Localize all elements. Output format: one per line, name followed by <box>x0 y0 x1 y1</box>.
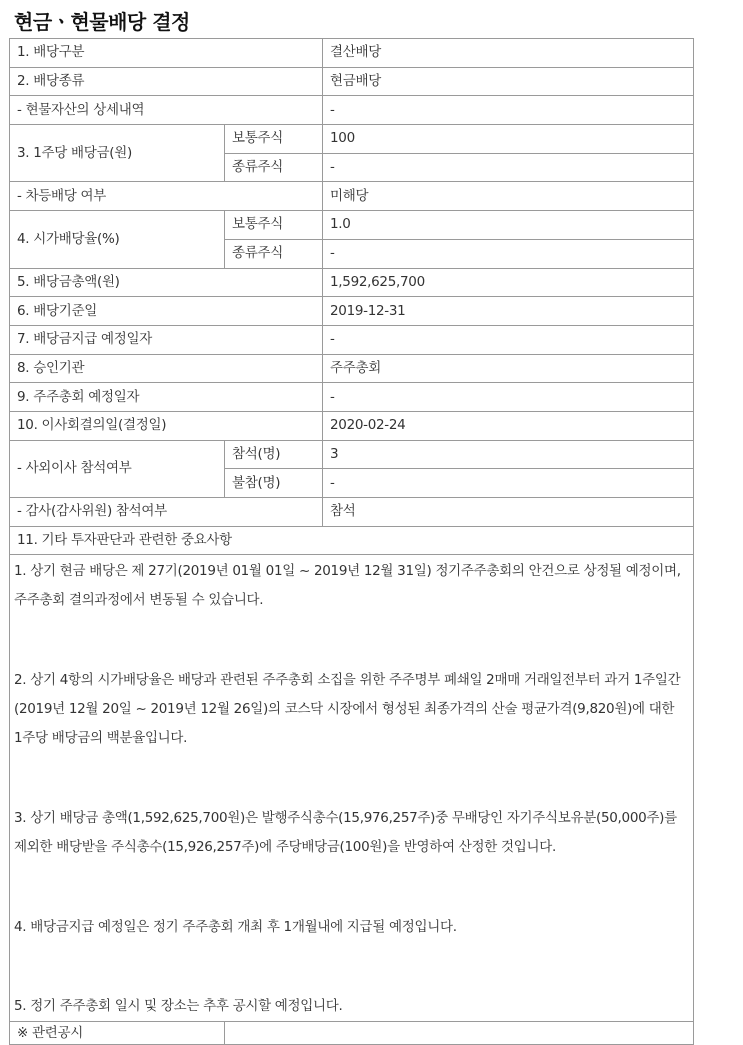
row-value: 참석 <box>323 498 694 527</box>
note-paragraph: 4. 배당금지급 예정일은 정기 주주총회 개최 후 1개월내에 지급될 예정입니다. <box>14 919 457 936</box>
notes-cell <box>10 555 694 1022</box>
table-row <box>10 1022 694 1045</box>
row-sublabel: 종류주식 <box>225 239 323 268</box>
related-disclosure-value <box>225 1022 694 1045</box>
note-paragraph: 2. 상기 4항의 시가배당율은 배당과 관련된 주주총회 소집을 위한 주주명부 폐쇄일 2매매 거래일전부터 과거 1주일간(2019년 12월 20일 ~ 2019년 12월 26일)의 코스닥 시장에서 형성된 최종가격의 산술 평균가격(9,820원)에 대한 1주당 배당금의 백분율입니다. <box>14 672 681 747</box>
row-sublabel: 보통주식 <box>225 125 323 154</box>
row-label: 6. 배당기준일 <box>10 297 323 326</box>
row-value: 주주총회 <box>323 354 694 383</box>
row-label: - 차등배당 여부 <box>10 182 323 211</box>
row-value: 1.0 <box>323 211 694 240</box>
row-label: 8. 승인기관 <box>10 354 323 383</box>
row-label: - 현물자산의 상세내역 <box>10 96 323 125</box>
table-row <box>10 325 694 354</box>
table-row <box>10 297 694 326</box>
note-paragraph: 1. 상기 현금 배당은 제 27기(2019년 01월 01일 ~ 2019년 12월 31일) 정기주주총회의 안건으로 상정될 예정이며, 주주총회 결의과정에서 변동될 수 있습니다. <box>14 563 681 609</box>
row-value: - <box>323 383 694 412</box>
row-label: 7. 배당금지급 예정일자 <box>10 325 323 354</box>
row-label: - 감사(감사위원) 참석여부 <box>10 498 323 527</box>
table-row <box>10 67 694 96</box>
row-label: 2. 배당종류 <box>10 67 323 96</box>
row-value: - <box>323 325 694 354</box>
note-paragraph: 3. 상기 배당금 총액(1,592,625,700원)은 발행주식총수(15,976,257주)중 무배당인 자기주식보유분(50,000주)를 제외한 배당받을 주식총수(15,926,257주)에 주당배당금(100원)을 반영하여 산정한 것입니다. <box>14 810 677 856</box>
row-sublabel: 불참(명) <box>225 469 323 498</box>
row-value: 미해당 <box>323 182 694 211</box>
row-value: 3 <box>323 440 694 469</box>
table-row <box>10 411 694 440</box>
row-value: 100 <box>323 125 694 154</box>
table-row <box>10 526 694 555</box>
row-label: 10. 이사회결의일(결정일) <box>10 411 323 440</box>
row-value: 현금배당 <box>323 67 694 96</box>
row-value: 2020-02-24 <box>323 411 694 440</box>
row-value: 1,592,625,700 <box>323 268 694 297</box>
row-label: 5. 배당금총액(원) <box>10 268 323 297</box>
table-row <box>10 268 694 297</box>
table-row <box>10 440 694 469</box>
related-disclosure-label: ※ 관련공시 <box>10 1022 225 1045</box>
table-row <box>10 96 694 125</box>
row-value: - <box>323 239 694 268</box>
row-value: - <box>323 153 694 182</box>
row-value: - <box>323 469 694 498</box>
table-row <box>10 182 694 211</box>
row-label: 11. 기타 투자판단과 관련한 중요사항 <box>10 526 694 555</box>
table-row <box>10 125 694 154</box>
row-label: 1. 배당구분 <box>10 39 323 68</box>
row-sublabel: 참석(명) <box>225 440 323 469</box>
row-value: - <box>323 96 694 125</box>
notes-row <box>10 555 694 1022</box>
row-label: 4. 시가배당율(%) <box>10 211 225 268</box>
row-label: - 사외이사 참석여부 <box>10 440 225 497</box>
row-sublabel: 종류주식 <box>225 153 323 182</box>
table-row <box>10 211 694 240</box>
table-row <box>10 354 694 383</box>
table-row <box>10 383 694 412</box>
table-row <box>10 39 694 68</box>
row-sublabel: 보통주식 <box>225 211 323 240</box>
note-paragraph: 5. 정기 주주총회 일시 및 장소는 추후 공시할 예정입니다. <box>14 998 343 1015</box>
disclosure-table <box>9 38 694 1045</box>
table-row <box>10 498 694 527</box>
row-value: 2019-12-31 <box>323 297 694 326</box>
row-label: 3. 1주당 배당금(원) <box>10 125 225 182</box>
row-value: 결산배당 <box>323 39 694 68</box>
row-label: 9. 주주총회 예정일자 <box>10 383 323 412</box>
page-title: 현금ㆍ현물배당 결정 <box>14 10 190 34</box>
